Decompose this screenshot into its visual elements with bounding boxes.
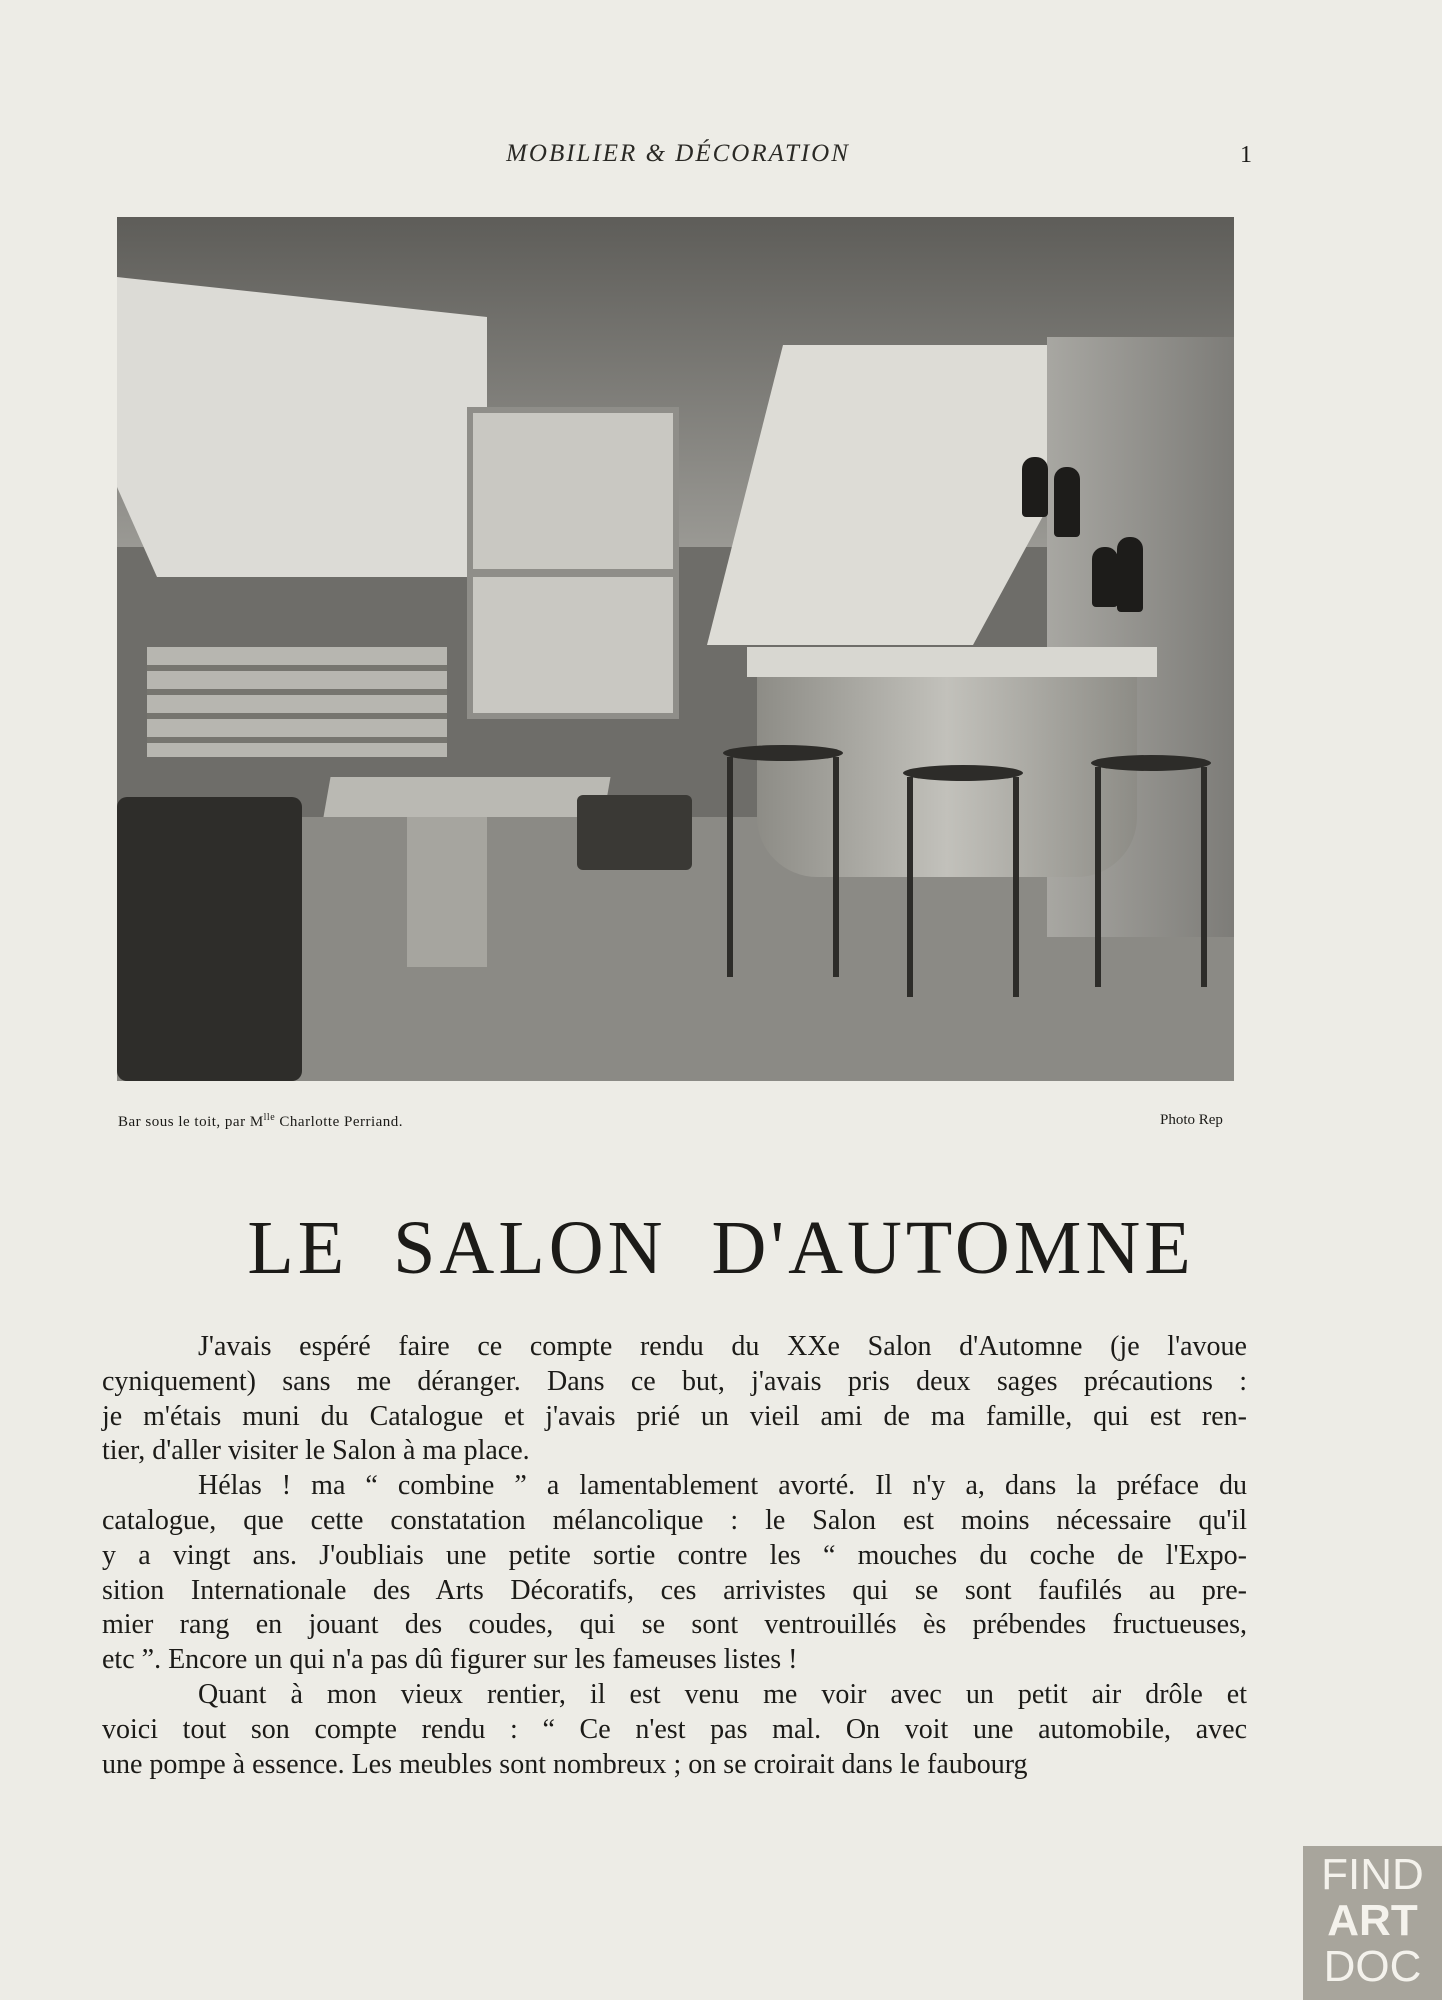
page-number: 1 <box>1240 142 1252 168</box>
article-body <box>102 1330 1247 1782</box>
running-head: MOBILIER & DÉCORATION <box>506 140 850 167</box>
body-line: je m'étais muni du Catalogue et j'avais prié un vieil ami de ma famille, qui est ren- <box>102 1400 1247 1432</box>
photo-credit: Photo Rep <box>1160 1112 1223 1128</box>
photo-caption: Bar sous le toit, par $M^{lle}$ Charlotte Perriand. <box>118 1112 404 1130</box>
findartdoc-watermark: FIND ART DOC <box>1303 1846 1442 2000</box>
body-line: Quant à mon vieux rentier, il est venu me voir avec un petit air drôle et <box>198 1678 1247 1710</box>
body-line: tier, d'aller visiter le Salon à ma place. <box>102 1435 530 1467</box>
body-line: J'avais espéré faire ce compte rendu du XXe Salon d'Automne (je l'avoue <box>198 1331 1247 1362</box>
body-line: catalogue, que cette constatation mélancolique : le Salon est moins nécessaire qu'il <box>102 1504 1247 1536</box>
body-line: mier rang en jouant des coudes, qui se sont ventrouillés ès prébendes fructueuses, <box>102 1609 1247 1641</box>
body-line: sition Internationale des Arts Décoratifs, ces arrivistes qui se sont faufilés au pre- <box>102 1574 1247 1606</box>
body-line: Hélas ! ma “ combine ” a lamentablement avorté. Il n'y a, dans la préface du <box>198 1470 1247 1502</box>
body-line: voici tout son compte rendu : “ Ce n'est pas mal. On voit une automobile, avec <box>102 1713 1247 1745</box>
body-line: une pompe à essence. Les meubles sont nombreux ; on se croirait dans le faubourg <box>102 1748 1028 1780</box>
bar-interior-photo <box>117 217 1234 1081</box>
body-line: cyniquement) sans me déranger. Dans ce but, j'avais pris deux sages précautions : <box>102 1365 1247 1397</box>
body-line: y a vingt ans. J'oubliais une petite sortie contre les “ mouches du coche de l'Expo- <box>102 1539 1247 1571</box>
article-title: LE SALON D'AUTOMNE <box>247 1206 1195 1290</box>
body-line: etc ”. Encore un qui n'a pas dû figurer sur les fameuses listes ! <box>102 1644 798 1676</box>
